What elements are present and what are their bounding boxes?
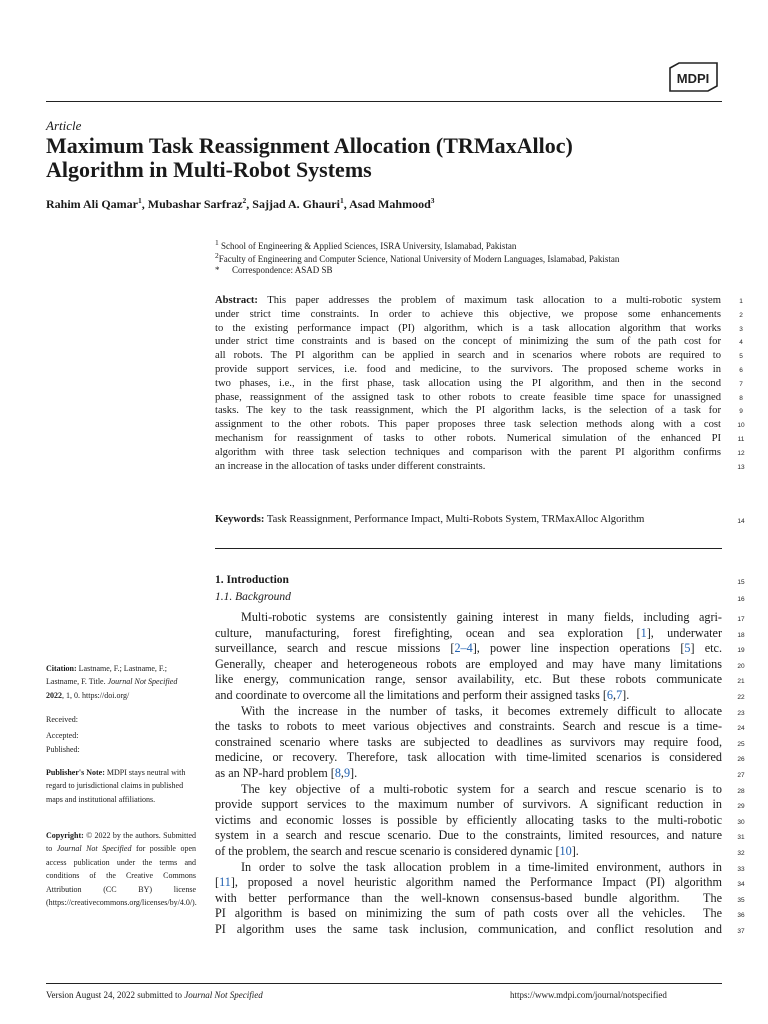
- subsection-heading: 1.1. Background: [215, 591, 291, 603]
- body-text-run: Generally, cheaper and heterogeneous robots are employed and may have many limitations: [215, 656, 722, 671]
- citation-block: [46, 662, 196, 702]
- line-number: 20: [737, 662, 745, 670]
- abstract-line: [215, 335, 721, 349]
- citation-label: Citation:: [46, 664, 77, 673]
- affiliation-2: [215, 251, 619, 264]
- published-label: Published:: [46, 745, 80, 754]
- body-line: [215, 844, 722, 860]
- body-text-run: system in a search and rescue scenario. Due to the constraints, limited resources, and nature: [215, 828, 722, 843]
- line-number: 15: [737, 579, 745, 586]
- accepted-label: Accepted:: [46, 731, 79, 740]
- body-line: [215, 641, 722, 657]
- line-number: 32: [737, 850, 745, 857]
- body-text-run: The key objective of a multi-robotic system for a search and rescue scenario is to: [241, 781, 722, 796]
- abstract-text: This paper addresses the problem of maximum task allocation to a multi-robotic system: [267, 295, 721, 306]
- body-line: [215, 657, 722, 673]
- body-text-run: of the problem, the search and rescue scenario is considered dynamic [: [215, 844, 560, 858]
- body-text-run: With the increase in the number of tasks, it becomes extremely difficult to allocate: [241, 703, 722, 718]
- body-line: [215, 688, 722, 704]
- line-number: 5: [739, 353, 743, 361]
- line-number: 30: [737, 818, 745, 826]
- body-line: [241, 610, 722, 626]
- line-number: 28: [737, 787, 745, 795]
- mdpi-logo: [667, 62, 719, 92]
- body-text-run: ], proposed a novel heuristic algorithm named the Performance Impact (PI) algorithm: [230, 875, 722, 890]
- correspondence-text: Correspondence: ASAD SB: [232, 265, 333, 275]
- body-text-run: culture, manufacturing, forest firefighting, ocean and sea exploration [: [215, 625, 641, 640]
- received-label: Received:: [46, 715, 78, 724]
- keywords: [215, 514, 721, 525]
- citation-link[interactable]: 9: [343, 766, 351, 780]
- body-line: [215, 672, 722, 688]
- copyright-block: [46, 829, 196, 909]
- body-line: [215, 875, 722, 891]
- line-number: 36: [737, 912, 745, 920]
- line-number: 2: [739, 311, 743, 319]
- abstract-line: [215, 446, 721, 460]
- abstract-line: [215, 460, 721, 474]
- citation-year: 2022: [46, 690, 62, 700]
- line-number: 27: [737, 772, 745, 779]
- body-text-run: medicine, or recovery. Therefore, task allocation with time-limited scenarios is considered: [215, 750, 722, 765]
- footer-journal: Journal Not Specified: [184, 990, 263, 1000]
- body-text-run: provide support services to the maximum number of survivors. A significant reduction in: [215, 797, 722, 812]
- abstract-line: [215, 363, 721, 377]
- paper-title: [46, 134, 722, 182]
- affiliation-mark: 1: [215, 238, 219, 247]
- citation-link[interactable]: 7: [616, 688, 623, 702]
- line-number: 26: [737, 756, 745, 764]
- body-text-run: In order to solve the task allocation problem in a time-limited environment, authors in: [241, 859, 722, 874]
- line-number: 24: [737, 725, 745, 733]
- footer-journal-link[interactable]: https://www.mdpi.com/journal/notspecified: [510, 990, 667, 1000]
- citation-link[interactable]: 6: [606, 688, 614, 702]
- abstract-text: under strict time constraints. In order to achieve this objective, we propose some enhancements: [215, 308, 721, 320]
- copyright-journal: Journal Not Specified: [56, 844, 132, 854]
- author-affiliation-mark: 3: [430, 196, 435, 205]
- body-text-run: like energy, communication range, sensor availability, etc. But these robots communicate: [215, 672, 722, 687]
- line-number: 6: [739, 367, 743, 374]
- abstract-text: tasks. The key to the task reassignment, which the PI algorithm lacks, is the selection of a task for: [215, 405, 721, 417]
- abstract-text: assignment to the other robots. This paper proposes three task selection methods along with a cost: [215, 419, 721, 431]
- body-text-run: ].: [622, 688, 630, 702]
- title-line-1: Maximum Task Reassignment Allocation (TRMaxAlloc): [46, 133, 573, 158]
- abstract-line: [215, 294, 721, 308]
- section-heading: 1. Introduction: [215, 574, 289, 586]
- correspondence: [215, 265, 333, 275]
- abstract-text: mechanism for reassignment of tasks to other robots. Numerical simulation of the enhanced PI: [215, 433, 721, 444]
- citation-link[interactable]: 10: [559, 844, 572, 858]
- affiliation-1: [215, 238, 516, 251]
- publishers-note-label: Publisher's Note:: [46, 768, 105, 777]
- publishers-note: [46, 766, 196, 806]
- copyright-text-b: for possible open access publication under the terms and conditions of the Creative Commons Attribution (CC BY) license (https://creativecommons.org/licenses/by/4.0/).: [46, 844, 197, 908]
- line-number: 1: [739, 298, 743, 305]
- line-number: 29: [737, 803, 745, 811]
- body-line: [241, 860, 722, 876]
- abstract-line: [215, 349, 721, 363]
- author-list: [46, 196, 435, 212]
- author-name: Sajjad A. Ghauri: [252, 197, 340, 211]
- citation-link[interactable]: 1: [640, 625, 647, 640]
- abstract-line: [215, 418, 721, 432]
- body-line: [241, 782, 722, 798]
- body-text-run: victims and economic losses is possible by efficiently allocating tasks to the multi-robotic: [215, 812, 722, 827]
- body-line: [215, 735, 722, 751]
- body-text-run: ] etc.: [690, 641, 723, 656]
- citation-link[interactable]: 11: [219, 875, 231, 890]
- citation-journal: Journal Not Specified: [107, 677, 178, 687]
- body-text-run: and coordinate to overcome all the limitations and perform their assigned tasks [: [215, 688, 607, 702]
- body-text-run: as an NP-hard problem [: [215, 766, 335, 780]
- body-line: [215, 813, 722, 829]
- title-line-2: Algorithm in Multi-Robot Systems: [46, 157, 372, 182]
- author-separator: ,: [246, 197, 253, 211]
- line-number: 13: [737, 463, 745, 471]
- body-line: [215, 906, 722, 922]
- abstract-line: [215, 322, 721, 336]
- body-line: [215, 719, 722, 735]
- body-text-run: ,: [340, 766, 344, 780]
- abstract-line: [215, 404, 721, 418]
- keywords-text: Task Reassignment, Performance Impact, Multi-Robots System, TRMaxAlloc Algorithm: [266, 514, 645, 525]
- line-number: 16: [737, 596, 745, 603]
- body-text-run: surveillance, search and rescue missions [: [215, 641, 455, 656]
- body-text-run: ], underwater: [646, 625, 723, 640]
- line-number: 11: [737, 436, 745, 443]
- keywords-label: Keywords:: [215, 514, 265, 525]
- line-number: 12: [737, 449, 745, 457]
- line-number: 22: [737, 694, 745, 701]
- body-text-run: ].: [350, 766, 358, 780]
- body-text-run: the tasks to robots to meet various objectives and constraints. Search and rescue is a time-: [215, 719, 722, 734]
- abstract-text: under strict time constraints and is based on the concept of minimizing the sum of the path cost for: [215, 336, 721, 348]
- line-number: 19: [737, 647, 745, 655]
- body-text-run: ].: [571, 844, 579, 858]
- abstract-line: [215, 391, 721, 405]
- body-text-run: PI algorithm uses the same task inclusion, communication, and conflict resolution and: [215, 922, 722, 936]
- body-text-run: Multi-robotic systems are consistently gaining interest in many fields, including agri-: [241, 610, 722, 624]
- header-divider: [46, 101, 722, 102]
- abstract-text: to the existing performance impact (PI) algorithm, which is a task allocation algorithm that works: [215, 322, 721, 334]
- citation-link[interactable]: 8: [334, 766, 341, 780]
- line-number: 33: [737, 865, 745, 873]
- body-text-run: ], power line inspection operations [: [472, 641, 685, 656]
- article-type: Article: [46, 118, 82, 133]
- section-divider: [215, 548, 722, 549]
- author-separator: ,: [343, 197, 350, 211]
- line-number: 35: [737, 896, 745, 904]
- affiliation-mark: 2: [215, 251, 219, 260]
- line-number: 37: [737, 928, 745, 935]
- abstract-text: two phases, i.e., in the first phase, task allocation using the PI algorithm, and then in the second: [215, 377, 721, 389]
- line-number: 3: [739, 325, 743, 333]
- citation-link[interactable]: 5: [684, 641, 691, 656]
- body-text-run: PI algorithm is based on minimizing the sum of path costs over all the vehicles. The: [215, 906, 722, 921]
- line-number: 14: [737, 518, 745, 525]
- body-text-run: [: [215, 875, 220, 890]
- abstract-text: provide support services, i.e. food and medicine, to the survivors. The proposed scheme works in: [215, 364, 721, 375]
- copyright-text-a: © 2022 by the authors. Submitted to: [46, 831, 197, 854]
- body-line: [241, 704, 722, 720]
- line-number: 10: [737, 422, 745, 430]
- line-number: 25: [737, 740, 745, 748]
- line-number: 8: [739, 394, 743, 402]
- line-number: 7: [739, 380, 743, 388]
- copyright-label: Copyright:: [46, 831, 84, 840]
- abstract-line: [215, 308, 721, 322]
- footer-divider: [46, 983, 722, 984]
- author-affiliation-mark: 1: [138, 196, 142, 205]
- citation-rest: , 1, 0. https://doi.org/: [62, 690, 130, 700]
- line-number: 34: [737, 881, 745, 889]
- body-line: [215, 626, 722, 642]
- citation-authors: Lastname, F.; Lastname, F.; Lastname, F. Title.: [46, 664, 167, 687]
- line-number: 21: [737, 678, 745, 686]
- mdpi-logo-text: MDPI: [676, 71, 710, 86]
- author-affiliation-mark: 2: [242, 196, 247, 205]
- body-line: [215, 828, 722, 844]
- line-number: 23: [737, 709, 745, 717]
- abstract-line: [215, 377, 721, 391]
- affiliation-text: Faculty of Engineering and Computer Science, National University of Modern Languages, Islamabad, Pakistan: [218, 254, 620, 264]
- affiliation-text: School of Engineering & Applied Sciences, ISRA University, Islamabad, Pakistan: [218, 241, 517, 251]
- author-name: Rahim Ali Qamar: [46, 197, 138, 211]
- abstract-line: [215, 432, 721, 446]
- line-number: 18: [737, 631, 745, 639]
- author-affiliation-mark: 1: [339, 196, 344, 205]
- line-number: 9: [739, 408, 743, 416]
- author-name: Asad Mahmood: [349, 197, 431, 211]
- line-number: 17: [737, 616, 745, 623]
- line-number: 31: [737, 834, 745, 842]
- body-line: [215, 797, 722, 813]
- body-text-run: ,: [613, 688, 617, 702]
- author-separator: ,: [141, 197, 148, 211]
- correspondence-mark: *: [215, 265, 220, 275]
- abstract-label: Abstract:: [215, 295, 258, 306]
- publishers-note-text: MDPI stays neutral with regard to jurisdictional claims in published maps and institutional affiliations.: [46, 768, 186, 804]
- body-line: [215, 922, 722, 938]
- citation-link[interactable]: 2–4: [454, 641, 473, 656]
- footer-version-text: Version August 24, 2022 submitted to: [46, 990, 185, 1000]
- author-name: Mubashar Sarfraz: [147, 197, 243, 211]
- abstract-text: phase, reassignment of the assigned task to other robots to create feasible time space for unassigned: [215, 391, 721, 403]
- abstract-text: an increase in the allocation of tasks under different constraints.: [215, 460, 486, 472]
- footer-version: [46, 990, 263, 1000]
- abstract-text: all robots. The PI algorithm can be applied in search and in scenarios where robots are required to: [215, 350, 721, 362]
- body-line: [215, 750, 722, 766]
- body-line: [215, 891, 722, 907]
- body-text-run: with better performance than the well-known consensus-based bundle algorithm. The: [215, 890, 722, 905]
- body-text-run: constrained scenario where tasks are subjected to deadlines as survivors may require food,: [215, 734, 722, 749]
- abstract-text: algorithm with three task selection techniques and comparison with the parent PI algorithm confirms: [215, 446, 721, 458]
- line-number: 4: [739, 339, 743, 347]
- body-line: [215, 766, 722, 782]
